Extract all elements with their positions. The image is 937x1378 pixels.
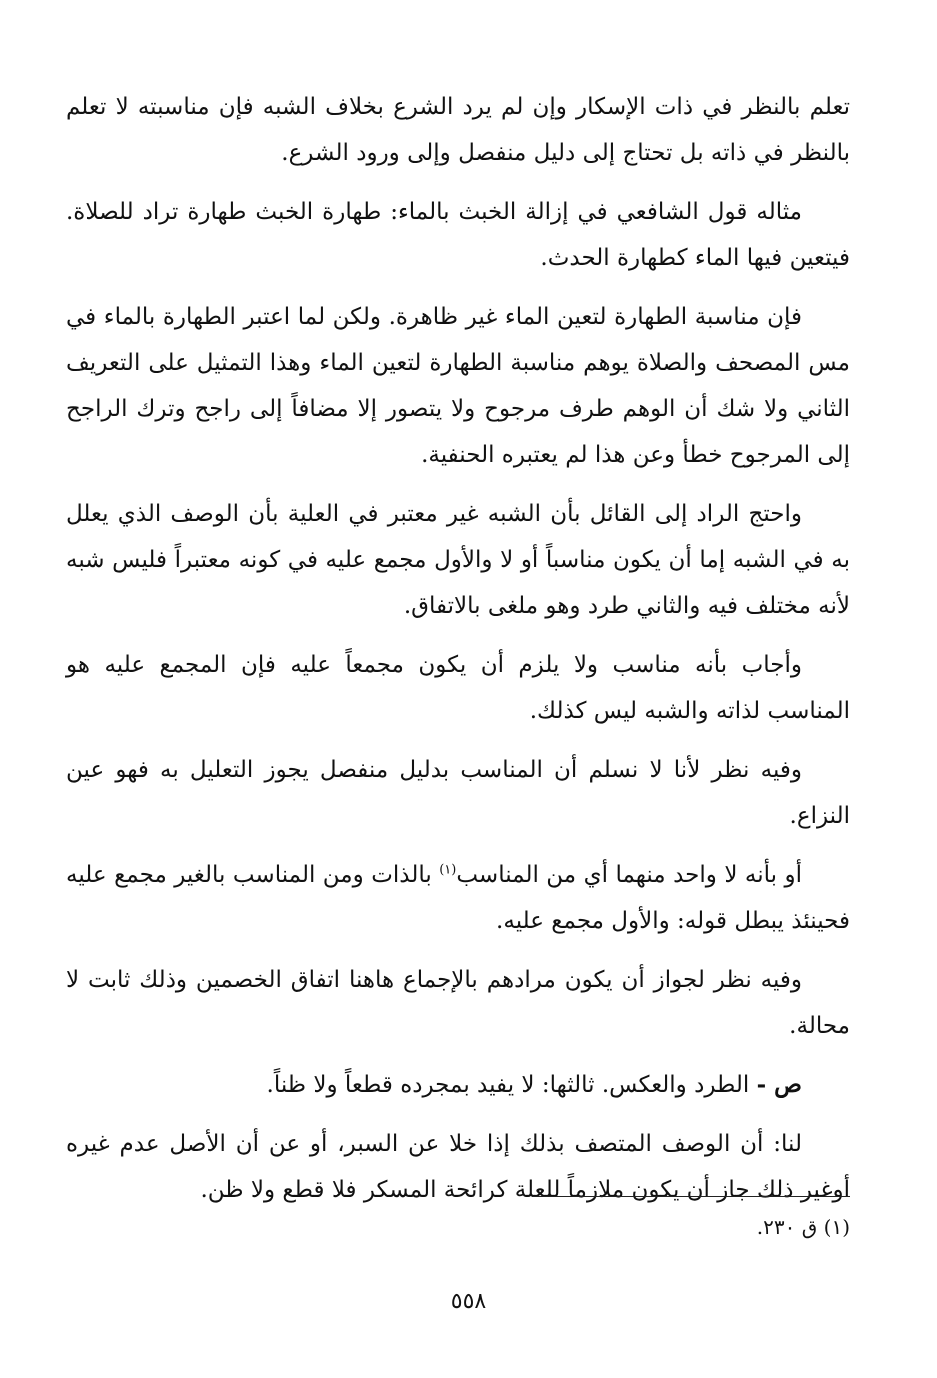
footnote-reference: (١) bbox=[439, 862, 457, 878]
paragraph: فإن مناسبة الطهارة لتعين الماء غير ظاهرة. ولكن لما اعتبر الطهارة بالماء في مس المصحف والصلاة يوهم مناسبة الطهارة لتعين الماء وهذا التمثيل على التعريف الثاني ولا شك أن الوهم طرف مرجوح ولا يتصور إلا مضافاً إلى راجح وترك الراجح إلى المرجوح خطأ وعن هذا لم يعتبره الحنفية. bbox=[66, 304, 850, 468]
main-text bbox=[66, 84, 850, 1226]
paragraph: مثاله قول الشافعي في إزالة الخبث بالماء: طهارة الخبث طهارة تراد للصلاة. فيتعين فيها الماء كطهارة الحدث. bbox=[66, 199, 850, 271]
paragraph bbox=[66, 852, 850, 944]
paragraph-text: الطرد والعكس. ثالثها: لا يفيد بمجرده قطعاً ولا ظناً. bbox=[266, 1072, 757, 1098]
paragraph: وأجاب بأنه مناسب ولا يلزم أن يكون مجمعاً عليه فإن المجمع عليه هو المناسب لذاته والشبه ليس كذلك. bbox=[66, 652, 850, 724]
paragraph-text: بالذات ومن المناسب بالغير مجمع عليه فحينئذ يبطل قوله: والأول مجمع عليه. bbox=[66, 862, 850, 934]
paragraph: وفيه نظر لأنا لا نسلم أن المناسب بدليل منفصل يجوز التعليل به فهو عين النزاع. bbox=[66, 757, 850, 829]
paragraph: واحتج الراد إلى القائل بأن الشبه غير معتبر في العلية بأن الوصف الذي يعلل به في الشبه إما أن يكون مناسباً أو لا والأول مجمع عليه في كونه معتبراً فليس شبه لأنه مختلف فيه والثاني طرد وهو ملغى بالاتفاق. bbox=[66, 501, 850, 619]
paragraph-text: أو بأنه لا واحد منهما أي من المناسب bbox=[456, 862, 803, 888]
paragraph bbox=[66, 1062, 850, 1108]
section-marker: ص - bbox=[756, 1071, 802, 1098]
page-number: ٥٥٨ bbox=[450, 1289, 487, 1314]
footnote-text: ق ٢٣٠. bbox=[756, 1215, 824, 1239]
footnote-divider bbox=[532, 1196, 850, 1197]
footnote bbox=[450, 1212, 850, 1242]
footnote-marker: (١) bbox=[823, 1215, 850, 1239]
paragraph: لنا: أن الوصف المتصف بذلك إذا خلا عن السبر، أو عن أن الأصل عدم غيره أوغير ذلك جاز أن يكون ملازماً للعلة كرائحة المسكر فلا قطع ولا ظن. bbox=[66, 1131, 850, 1203]
paragraph: وفيه نظر لجواز أن يكون مرادهم بالإجماع هاهنا اتفاق الخصمين وذلك ثابت لا محالة. bbox=[66, 967, 850, 1039]
paragraph: تعلم بالنظر في ذات الإسكار وإن لم يرد الشرع بخلاف الشبه فإن مناسبته لا تعلم بالنظر في ذاته بل تحتاج إلى دليل منفصل وإلى ورود الشرع. bbox=[66, 94, 850, 166]
